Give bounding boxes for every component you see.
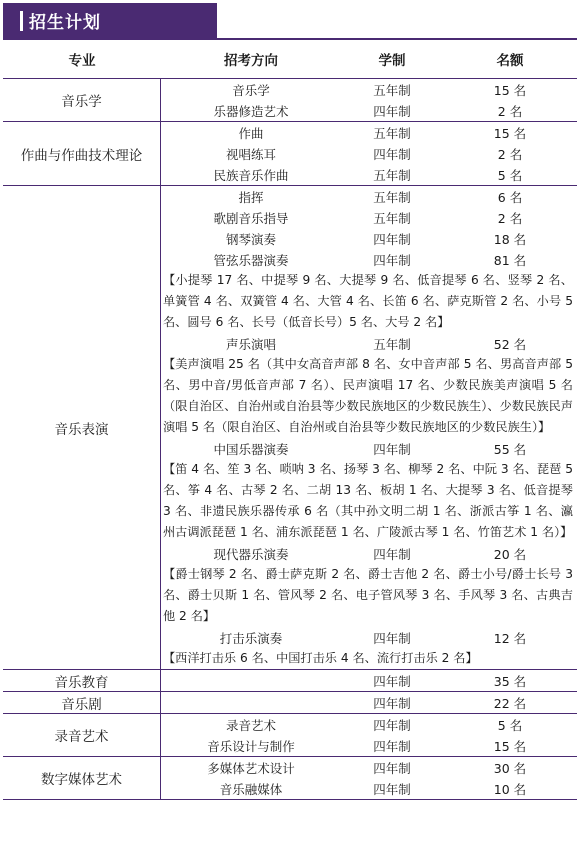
table-row: [161, 79, 577, 100]
quota-detail-note: 【西洋打击乐 6 名、中国打击乐 4 名、流行打击乐 2 名】: [163, 651, 478, 665]
direction-cell: 现代器乐演奏: [213, 546, 289, 562]
header-major: 专业: [68, 53, 96, 69]
length-cell: 四年制: [373, 738, 411, 754]
quota-cell: 5 名: [497, 717, 523, 733]
direction-cell: 歌剧音乐指导: [213, 210, 289, 226]
major-name: 录音艺术: [3, 714, 161, 756]
major-group: [3, 714, 577, 757]
quota-cell: 2 名: [497, 146, 523, 162]
length-cell: 四年制: [373, 546, 411, 562]
quota-cell: 12 名: [493, 630, 527, 646]
table-row: [161, 714, 577, 735]
title-accent-mark: [20, 11, 23, 31]
length-cell: 四年制: [373, 103, 411, 119]
table-row: [161, 692, 577, 713]
length-cell: 四年制: [373, 146, 411, 162]
major-rows: [161, 692, 577, 713]
table-header: [3, 40, 577, 79]
length-cell: 五年制: [373, 210, 411, 226]
direction-cell: 音乐融媒体: [219, 781, 283, 797]
direction-cell: 管弦乐器演奏: [213, 252, 289, 268]
major-rows: [161, 79, 577, 121]
table-row: [161, 122, 577, 143]
table-row: [161, 543, 577, 564]
length-cell: 四年制: [373, 441, 411, 457]
major-name: 音乐学: [3, 79, 161, 121]
direction-cell: 多媒体艺术设计: [207, 760, 295, 776]
header-quota: 名额: [496, 53, 524, 69]
quota-detail-note: 【小提琴 17 名、中提琴 9 名、大提琴 9 名、低音提琴 6 名、竖琴 2 名、单簧管 4 名、双簧管 4 名、大管 4 名、长笛 6 名、萨克斯管 2 名、小号 5 名、圆号 6 名、长号（低音长号）5 名、大号 2 名】: [163, 273, 573, 329]
length-cell: 四年制: [373, 760, 411, 776]
quota-cell: 55 名: [493, 441, 527, 457]
quota-cell: 15 名: [493, 125, 527, 141]
major-group: [3, 692, 577, 714]
quota-cell: 15 名: [493, 738, 527, 754]
length-cell: 四年制: [373, 231, 411, 247]
major-rows: [161, 122, 577, 185]
direction-cell: 作曲: [238, 125, 264, 141]
enrollment-table: [3, 40, 577, 800]
quota-cell: 20 名: [493, 546, 527, 562]
direction-cell: 乐器修造艺术: [213, 103, 289, 119]
length-cell: 四年制: [373, 695, 411, 711]
quota-cell: 10 名: [493, 781, 527, 797]
table-row: [161, 207, 577, 228]
quota-cell: 18 名: [493, 231, 527, 247]
table-row: [161, 164, 577, 185]
major-group: [3, 186, 577, 670]
table-row: [161, 778, 577, 799]
major-rows: [161, 714, 577, 756]
table-row: [161, 228, 577, 249]
major-group: [3, 79, 577, 122]
length-cell: 五年制: [373, 167, 411, 183]
quota-cell: 81 名: [493, 252, 527, 268]
quota-cell: 2 名: [497, 210, 523, 226]
direction-cell: 打击乐演奏: [219, 630, 283, 646]
direction-cell: 视唱练耳: [225, 146, 276, 162]
length-cell: 五年制: [373, 189, 411, 205]
header-length: 学制: [378, 53, 406, 69]
length-cell: 五年制: [373, 82, 411, 98]
quota-cell: 30 名: [493, 760, 527, 776]
table-row: [161, 757, 577, 778]
major-rows: [161, 186, 577, 669]
length-cell: 四年制: [373, 252, 411, 268]
table-row: [161, 249, 577, 270]
major-name: 音乐教育: [3, 670, 161, 691]
major-name: 作曲与作曲技术理论: [3, 122, 161, 185]
table-row: [161, 670, 577, 691]
quota-cell: 2 名: [497, 103, 523, 119]
quota-cell: 35 名: [493, 673, 527, 689]
quota-cell: 52 名: [493, 336, 527, 352]
quota-detail-note: 【爵士钢琴 2 名、爵士萨克斯 2 名、爵士吉他 2 名、爵士小号/爵士长号 3 名、爵士贝斯 1 名、管风琴 2 名、电子管风琴 3 名、手风琴 3 名、古典吉他 2 名】: [163, 567, 573, 623]
table-row: [161, 438, 577, 459]
header-direction: 招考方向: [224, 53, 278, 69]
direction-cell: 录音艺术: [225, 717, 276, 733]
length-cell: 四年制: [373, 673, 411, 689]
quota-cell: 5 名: [497, 167, 523, 183]
table-row: [161, 735, 577, 756]
table-body: [3, 79, 577, 800]
quota-detail-note: 【美声演唱 25 名（其中女高音声部 8 名、女中音声部 5 名、男高音声部 5 名、男中音/男低音声部 7 名）、民声演唱 17 名、少数民族美声演唱 5 名（限自治区、自治州或自治县等少数民族地区的少数民族生）、少数民族民声演唱 5 名（限自治区、自治州或自治县等少数民族地区的少数民族生）】: [163, 357, 573, 434]
length-cell: 五年制: [373, 125, 411, 141]
section-title: 招生计划: [29, 13, 101, 33]
table-row: [161, 100, 577, 121]
direction-cell: 声乐演唱: [225, 336, 276, 352]
direction-cell: 指挥: [238, 189, 264, 205]
major-rows: [161, 757, 577, 799]
table-row: [161, 333, 577, 354]
length-cell: 四年制: [373, 630, 411, 646]
quota-cell: 6 名: [497, 189, 523, 205]
table-row: [161, 186, 577, 207]
direction-cell: 民族音乐作曲: [213, 167, 289, 183]
major-group: [3, 122, 577, 186]
direction-cell: 音乐学: [232, 82, 270, 98]
major-name: 数字媒体艺术: [3, 757, 161, 799]
quota-detail-note: 【笛 4 名、笙 3 名、唢呐 3 名、扬琴 3 名、柳琴 2 名、中阮 3 名、琵琶 5 名、筝 4 名、古琴 2 名、二胡 13 名、板胡 1 名、大提琴 3 名、低音提琴 3 名、非遗民族乐器传承 6 名（其中孙文明二胡 1 名、浙派古筝 1 名、瀛州古调派琵琶 1 名、浦东派琵琶 1 名、广陵派古琴 1 名、竹笛艺术 1 名）】: [163, 462, 573, 539]
major-group: [3, 670, 577, 692]
length-cell: 四年制: [373, 781, 411, 797]
major-rows: [161, 670, 577, 691]
section-title-bar: [3, 3, 217, 38]
direction-cell: 中国乐器演奏: [213, 441, 289, 457]
table-row: [161, 627, 577, 648]
major-name: 音乐剧: [3, 692, 161, 713]
quota-cell: 15 名: [493, 82, 527, 98]
table-row: [161, 143, 577, 164]
length-cell: 四年制: [373, 717, 411, 733]
direction-cell: 钢琴演奏: [225, 231, 276, 247]
major-name: 音乐表演: [3, 186, 161, 669]
direction-cell: 音乐设计与制作: [207, 738, 295, 754]
length-cell: 五年制: [373, 336, 411, 352]
major-group: [3, 757, 577, 800]
quota-cell: 22 名: [493, 695, 527, 711]
